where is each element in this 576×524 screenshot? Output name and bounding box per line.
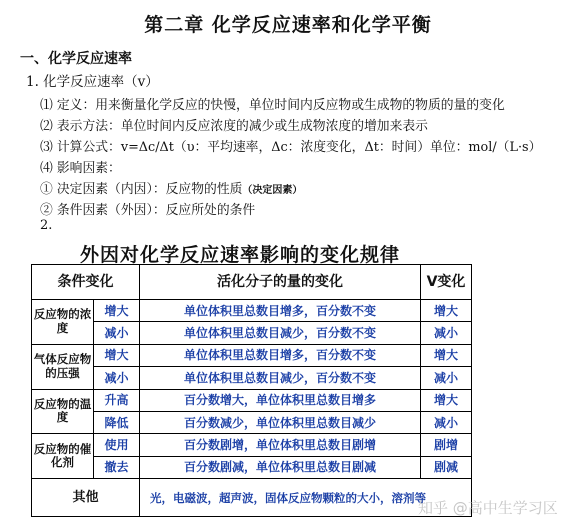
change-cell: 减小 — [94, 322, 140, 344]
watermark: 知乎 @高中生学习区 — [418, 499, 558, 517]
external-factor-line: ② 条件因素（外因）：反应所处的条件 — [40, 203, 256, 218]
molecules-cell: 百分数剧增，单位体积里总数目剧增 — [140, 434, 421, 456]
table-row — [32, 322, 472, 344]
change-cell: 增大 — [94, 300, 140, 322]
molecules-cell: 单位体积里总数目增多，百分数不变 — [140, 300, 421, 322]
molecules-cell: 百分数增大，单位体积里总数目增多 — [140, 389, 421, 411]
table-row — [32, 389, 472, 411]
factor-cell: 反应物的浓度 — [32, 300, 94, 345]
v-cell: 增大 — [421, 344, 472, 366]
internal-factor-text: ① 决定因素（内因）：反应物的性质 — [40, 182, 243, 197]
other-label-cell: 其他 — [32, 479, 140, 517]
table-row-other — [32, 479, 472, 517]
molecules-cell: 百分数剧减，单位体积里总数目剧减 — [140, 456, 421, 478]
factor-cell: 反应物的催化剂 — [32, 434, 94, 479]
factor-cell: 气体反应物的压强 — [32, 344, 94, 389]
change-cell: 撤去 — [94, 456, 140, 478]
formula-line: ⑶ 计算公式：v=Δc/Δt（υ：平均速率，Δc：浓度变化，Δt：时间）单位：mol/（L·s） — [40, 140, 542, 155]
molecules-cell: 单位体积里总数目减少，百分数不变 — [140, 322, 421, 344]
change-cell: 降低 — [94, 411, 140, 433]
v-cell: 减小 — [421, 322, 472, 344]
molecules-cell: 单位体积里总数目减少，百分数不变 — [140, 367, 421, 389]
table-header-row — [32, 265, 472, 300]
change-cell: 增大 — [94, 344, 140, 366]
v-cell: 减小 — [421, 411, 472, 433]
factor-cell: 反应物的温度 — [32, 389, 94, 434]
molecules-cell: 百分数减少，单位体积里总数目减少 — [140, 411, 421, 433]
expression-line: ⑵ 表示方法：单位时间内反应浓度的减少或生成物浓度的增加来表示 — [40, 119, 428, 134]
v-cell: 增大 — [421, 389, 472, 411]
change-cell: 使用 — [94, 434, 140, 456]
section-heading: 一、化学反应速率 — [20, 51, 132, 67]
header-condition: 条件变化 — [32, 265, 140, 300]
header-v-change: V变化 — [421, 265, 472, 300]
chapter-title: 第二章 化学反应速率和化学平衡 — [144, 14, 432, 36]
header-molecules: 活化分子的量的变化 — [140, 265, 421, 300]
v-cell: 剧减 — [421, 456, 472, 478]
table-row — [32, 344, 472, 366]
definition-line: ⑴ 定义：用来衡量化学反应的快慢，单位时间内反应物或生成物的物质的量的变化 — [40, 98, 505, 113]
other-text-cell: 光，电磁波，超声波，固体反应物颗粒的大小，溶剂等 — [140, 479, 472, 517]
internal-factor-line — [40, 178, 302, 197]
item-1-heading: 1. 化学反应速率（v） — [26, 74, 159, 90]
table-row — [32, 367, 472, 389]
table-row — [32, 434, 472, 456]
v-cell: 增大 — [421, 300, 472, 322]
change-cell: 升高 — [94, 389, 140, 411]
table-row — [32, 456, 472, 478]
molecules-cell: 单位体积里总数目增多，百分数不变 — [140, 344, 421, 366]
v-cell: 减小 — [421, 367, 472, 389]
v-cell: 剧增 — [421, 434, 472, 456]
table-row — [32, 300, 472, 322]
rules-table — [31, 264, 472, 517]
factors-line: ⑷ 影响因素： — [40, 161, 121, 176]
table-title: 外因对化学反应速率影响的变化规律 — [79, 244, 400, 266]
change-cell: 减小 — [94, 367, 140, 389]
internal-factor-note: （决定因素） — [242, 185, 303, 196]
item-2-heading: 2. — [40, 218, 53, 233]
table-row — [32, 411, 472, 433]
